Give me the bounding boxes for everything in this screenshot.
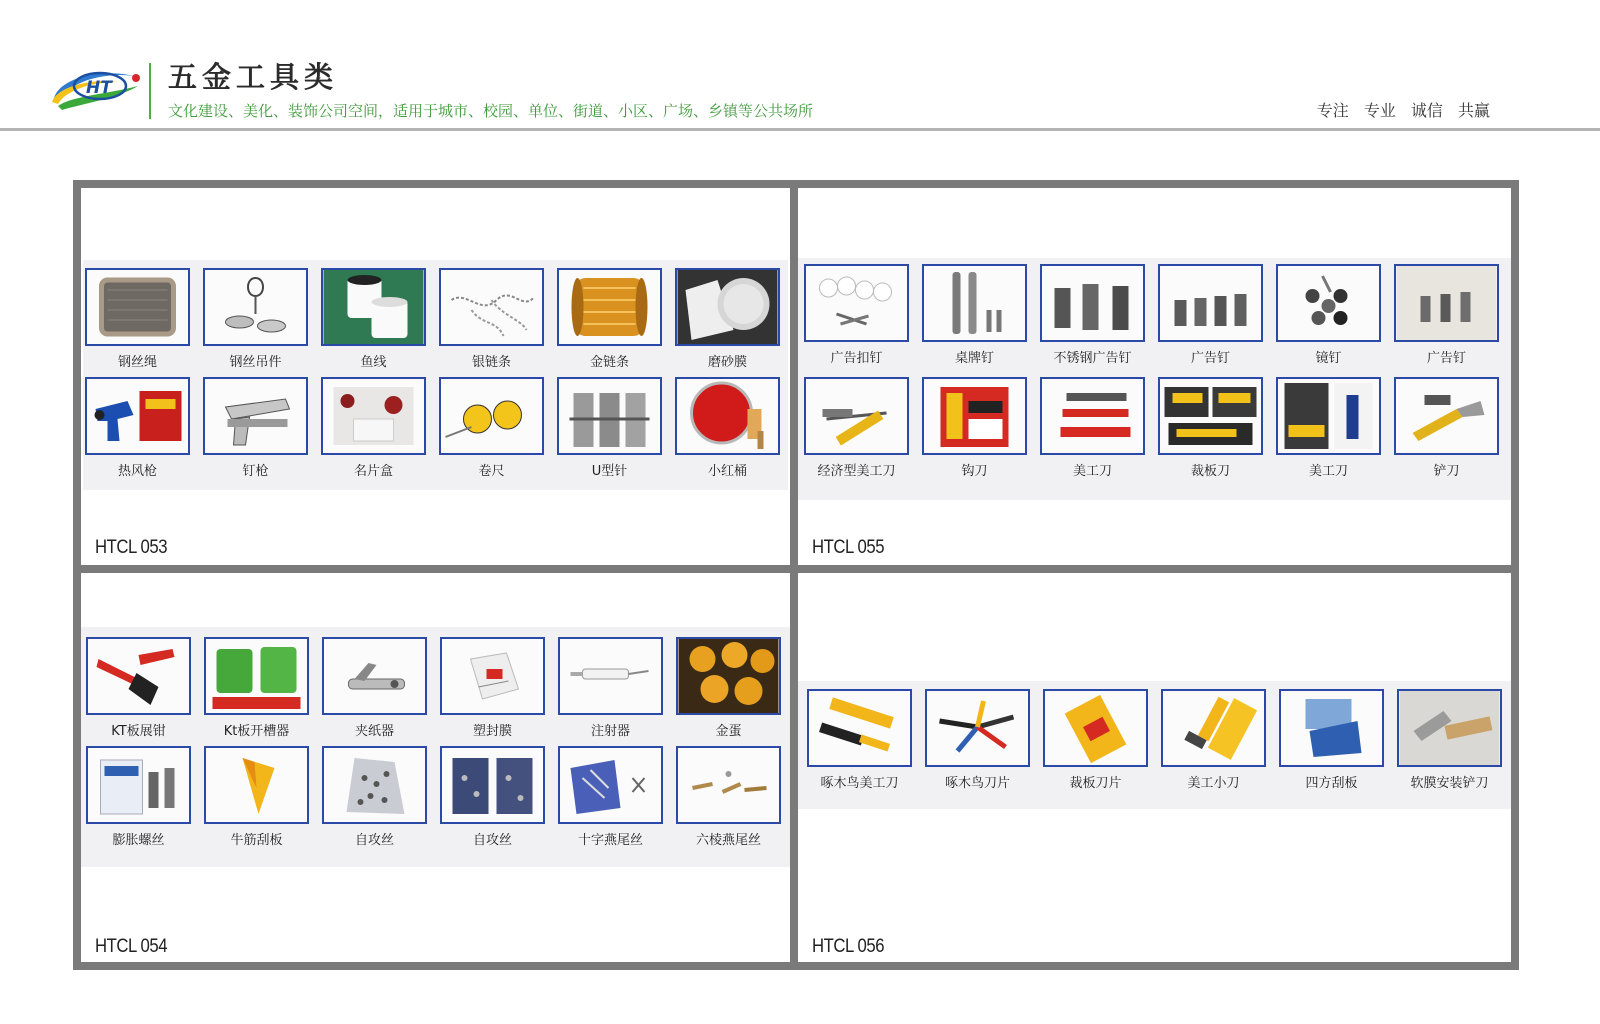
product-item <box>674 268 781 373</box>
product-item <box>921 264 1028 369</box>
steel-standoff-icon <box>1040 264 1145 342</box>
product-item <box>803 264 910 369</box>
product-label: 不锈钢广告钉 <box>1053 351 1132 366</box>
u-staples-icon <box>557 377 662 455</box>
silver-chain-icon <box>439 268 544 346</box>
laminating-film-icon <box>440 637 545 715</box>
product-label: 啄木鸟刀片 <box>944 776 1010 791</box>
product-label: 夹纸器 <box>354 724 394 739</box>
self-tapping-screws-icon <box>322 746 427 824</box>
product-item <box>202 377 309 482</box>
product-label: 小红桶 <box>707 464 747 479</box>
hex-screws-icon <box>676 746 781 824</box>
product-label: 金链条 <box>589 355 629 370</box>
product-item <box>1275 264 1382 369</box>
product-item <box>85 746 192 851</box>
product-item <box>557 637 664 742</box>
product-label: 钢丝吊件 <box>229 355 282 370</box>
product-label: 桌牌钉 <box>954 351 994 366</box>
product-item <box>1157 264 1264 369</box>
cross-screws-icon <box>558 746 663 824</box>
rubber-squeegee-icon <box>204 746 309 824</box>
mirror-screws-icon <box>1276 264 1381 342</box>
product-label: 四方刮板 <box>1305 776 1358 791</box>
slogan: 专注 专业 诚信 共赢 <box>1316 101 1490 120</box>
header-divider <box>0 128 1600 131</box>
product-label: 十字燕尾丝 <box>577 833 643 848</box>
product-item <box>439 637 546 742</box>
staple-gun-icon <box>203 377 308 455</box>
product-label: 名片盒 <box>353 464 393 479</box>
logo-text: HT <box>86 78 112 98</box>
product-item <box>675 637 782 742</box>
frosted-film-icon <box>675 268 780 346</box>
product-label: 裁板刀片 <box>1069 776 1122 791</box>
product-item <box>921 377 1028 482</box>
kt-board-pliers-icon <box>86 637 191 715</box>
woodpecker-blades-icon <box>925 689 1030 767</box>
gold-chain-spool-icon <box>557 268 662 346</box>
product-item <box>675 746 782 851</box>
catalog-panel-htcl-055 <box>798 188 1511 565</box>
product-item <box>1039 264 1146 369</box>
product-item <box>556 377 663 482</box>
standoff-bolts-icon <box>1394 264 1499 342</box>
expansion-bolts-icon <box>86 746 191 824</box>
tape-measure-icon <box>439 377 544 455</box>
product-item <box>321 746 428 851</box>
product-label: 金蛋 <box>715 724 742 739</box>
product-item <box>674 377 781 482</box>
wire-hanger-icon <box>203 268 308 346</box>
product-item <box>439 746 546 851</box>
film-install-scraper-icon <box>1397 689 1502 767</box>
square-squeegee-icon <box>1279 689 1384 767</box>
product-item <box>806 689 913 794</box>
product-item <box>320 377 427 482</box>
wire-rope-spool-icon <box>85 268 190 346</box>
product-label: 注射器 <box>590 724 630 739</box>
catalog-panel-htcl-056 <box>798 573 1511 962</box>
brand-divider <box>149 63 151 119</box>
red-paint-bucket-icon <box>675 377 780 455</box>
product-label: 经济型美工刀 <box>817 464 896 479</box>
product-item <box>84 377 191 482</box>
product-item <box>556 268 663 373</box>
product-label: 啄木鸟美工刀 <box>820 776 899 791</box>
product-item <box>85 637 192 742</box>
product-label: 牛筋刮板 <box>230 833 283 848</box>
product-item <box>1393 377 1500 482</box>
standoff-screws-icon <box>1158 264 1263 342</box>
product-label: 磨砂膜 <box>707 355 747 370</box>
product-label: 美工刀 <box>1072 464 1112 479</box>
product-label: 自攻丝 <box>354 833 394 848</box>
product-item <box>438 268 545 373</box>
product-item <box>1157 377 1264 482</box>
product-label: 广告扣钉 <box>830 351 883 366</box>
page-title: 五金工具类 <box>168 60 339 94</box>
product-item <box>1396 689 1503 794</box>
product-item <box>1393 264 1500 369</box>
product-label: 广告钉 <box>1426 351 1466 366</box>
product-label: 镜钉 <box>1315 351 1342 366</box>
product-grid <box>806 689 1503 794</box>
product-item <box>203 746 310 851</box>
product-label: 钩刀 <box>961 464 988 479</box>
product-label: 膨胀螺丝 <box>112 833 165 848</box>
product-label: 钉枪 <box>242 464 269 479</box>
product-label: 广告钉 <box>1190 351 1230 366</box>
product-item <box>438 377 545 482</box>
golden-eggs-icon <box>676 637 781 715</box>
catalog-code: HTCL 055 <box>812 537 885 558</box>
page-subtitle: 文化建设、美化、装饰公司空间，适用于城市、校园、单位、街道、小区、广场、乡镇等公共场所 <box>168 102 814 120</box>
small-art-knife-icon <box>1161 689 1266 767</box>
company-logo <box>48 64 146 112</box>
product-label: 六棱燕尾丝 <box>695 833 761 848</box>
product-label: 美工小刀 <box>1187 776 1240 791</box>
product-item <box>1042 689 1149 794</box>
product-item <box>321 637 428 742</box>
art-knives-icon <box>1040 377 1145 455</box>
product-item <box>1278 689 1385 794</box>
product-label: 裁板刀 <box>1190 464 1230 479</box>
product-label: KT板展钳 <box>111 724 166 739</box>
hook-knife-icon <box>922 377 1027 455</box>
catalog-frame <box>73 180 1519 970</box>
product-label: 自攻丝 <box>472 833 512 848</box>
product-label: 铲刀 <box>1433 464 1460 479</box>
paper-clamp-icon <box>322 637 427 715</box>
catalog-panel-htcl-053 <box>81 188 790 565</box>
sign-button-nails-icon <box>804 264 909 342</box>
kt-groover-icon <box>204 637 309 715</box>
catalog-code: HTCL 056 <box>812 936 885 957</box>
product-label: 美工刀 <box>1308 464 1348 479</box>
product-item <box>1160 689 1267 794</box>
product-item <box>202 268 309 373</box>
product-item <box>84 268 191 373</box>
product-item <box>203 637 310 742</box>
cutter-blade-icon <box>1276 377 1381 455</box>
product-item <box>557 746 664 851</box>
table-sign-pins-icon <box>922 264 1027 342</box>
catalog-panel-htcl-054 <box>81 573 790 962</box>
product-label: 鱼线 <box>360 355 387 370</box>
woodpecker-knife-icon <box>807 689 912 767</box>
product-label: Kt板开槽器 <box>223 724 290 739</box>
product-grid <box>84 268 781 482</box>
product-label: 钢丝绳 <box>117 355 157 370</box>
product-label: U型针 <box>591 464 628 479</box>
utility-knife-icon <box>804 377 909 455</box>
product-item <box>803 377 910 482</box>
product-grid <box>85 637 782 851</box>
product-label: 热风枪 <box>117 464 157 479</box>
product-label: 卷尺 <box>478 464 505 479</box>
syringe-icon <box>558 637 663 715</box>
catalog-code: HTCL 054 <box>95 936 168 957</box>
catalog-code: HTCL 053 <box>95 537 168 558</box>
heat-gun-icon <box>85 377 190 455</box>
screw-bags-icon <box>440 746 545 824</box>
product-item <box>1039 377 1146 482</box>
fishing-line-spool-icon <box>321 268 426 346</box>
board-cutter-blades-icon <box>1043 689 1148 767</box>
product-item <box>320 268 427 373</box>
product-label: 软膜安装铲刀 <box>1410 776 1489 791</box>
product-label: 塑封膜 <box>472 724 512 739</box>
card-box-icon <box>321 377 426 455</box>
board-cutter-icon <box>1158 377 1263 455</box>
scraper-icon <box>1394 377 1499 455</box>
product-grid <box>803 264 1500 482</box>
product-label: 银链条 <box>471 355 511 370</box>
product-item <box>924 689 1031 794</box>
product-item <box>1275 377 1382 482</box>
